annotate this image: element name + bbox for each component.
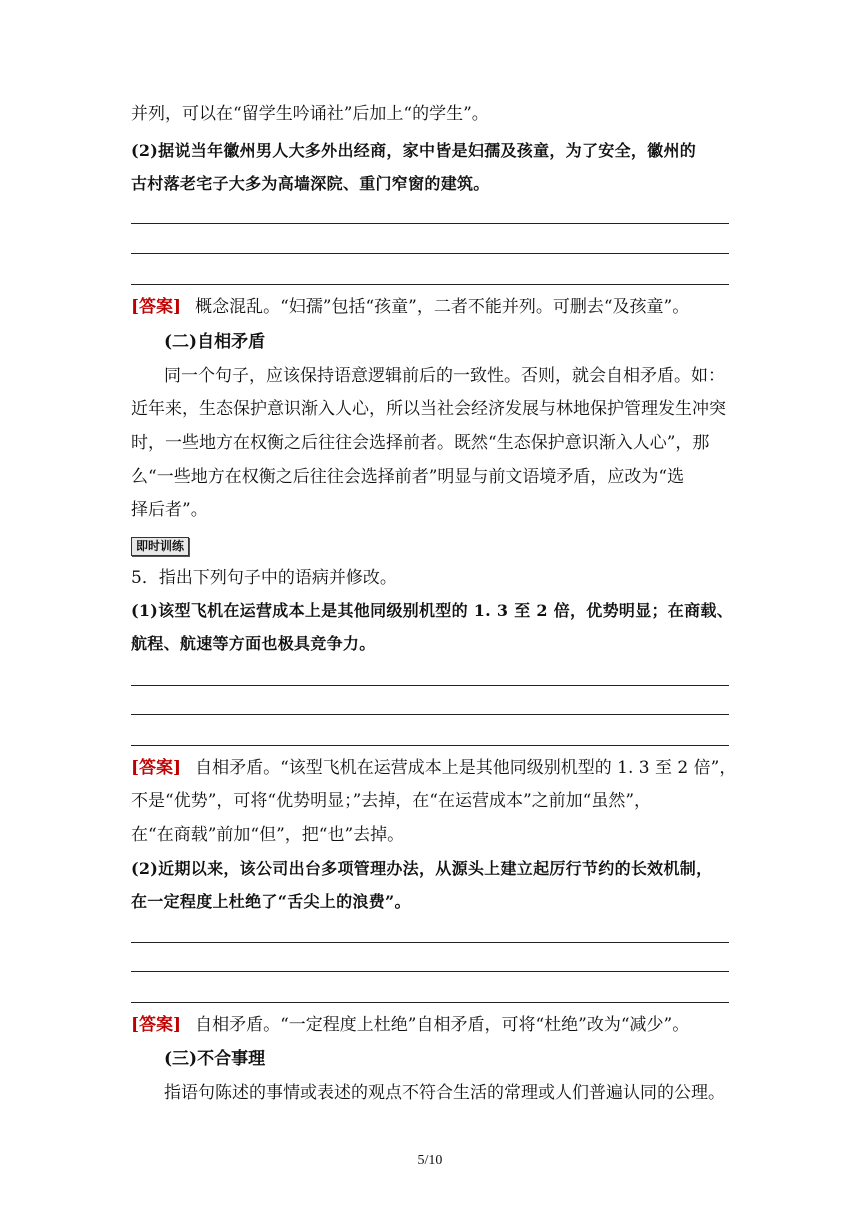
paragraph-line: 么“一些地方在权衡之后往往会选择前者”明显与前文语境矛盾，应改为“选 — [131, 467, 685, 487]
answer-blank-line — [131, 253, 729, 254]
paragraph-line: 指语句陈述的事情或表述的观点不符合生活的常理或人们普遍认同的公理。 — [164, 1083, 725, 1103]
paragraph-line: 同一个句子，应该保持语意逻辑前后的一致性。否则，就会自相矛盾。如： — [164, 366, 725, 386]
paragraph-line: 择后者”。 — [131, 500, 208, 520]
answer-label: [答案] — [131, 1015, 182, 1035]
question-5-2-line-2: 在一定程度上杜绝了“舌尖上的浪费”。 — [131, 892, 411, 911]
paragraph-line: 近年来，生态保护意识渐入人心，所以当社会经济发展与林地保护管理发生冲突 — [131, 399, 726, 419]
answer-blank-line — [131, 223, 729, 224]
paragraph-line: 时，一些地方在权衡之后往往会选择前者。既然“生态保护意识渐入人心”，那 — [131, 433, 710, 453]
answer-1 — [131, 296, 731, 318]
page-number: 5/10 — [417, 1153, 443, 1168]
question-5-title: 5．指出下列句子中的语病并修改。 — [131, 568, 397, 588]
section-heading-2: (二)自相矛盾 — [164, 332, 266, 352]
answer-3 — [131, 1014, 731, 1036]
answer-blank-line — [131, 971, 729, 972]
question-2-line-1: (2)据说当年徽州男人大多外出经商，家中皆是妇孺及孩童，为了安全，徽州的 — [131, 141, 697, 160]
answer-blank-line — [131, 685, 729, 686]
answer-text: 概念混乱。“妇孺”包括“孩童”，二者不能并列。可删去“及孩童”。 — [195, 297, 690, 317]
answer-label: [答案] — [131, 758, 182, 778]
question-5-1-line-2: 航程、航速等方面也极具竞争力。 — [131, 634, 376, 653]
answer-blank-line — [131, 1002, 729, 1003]
question-2-line-2: 古村落老宅子大多为高墙深院、重门窄窗的建筑。 — [131, 174, 490, 193]
answer-text: 自相矛盾。“该型飞机在运营成本上是其他同级别机型的 1. 3 至 2 倍”， — [195, 758, 737, 778]
section-heading-3: (三)不合事理 — [164, 1049, 266, 1069]
answer-label: [答案] — [131, 297, 182, 317]
answer-blank-line — [131, 745, 729, 746]
text-line: 并列，可以在“留学生吟诵社”后加上“的学生”。 — [131, 104, 489, 124]
question-5-2-line-1: (2)近期以来，该公司出台多项管理办法，从源头上建立起厉行节约的长效机制， — [131, 859, 713, 878]
answer-blank-line — [131, 284, 729, 285]
answer-text: 自相矛盾。“一定程度上杜绝”自相矛盾，可将“杜绝”改为“减少”。 — [195, 1015, 690, 1035]
answer-blank-line — [131, 714, 729, 715]
answer-blank-line — [131, 942, 729, 943]
answer-2-line-3: 在“在商载”前加“但”，把“也”去掉。 — [131, 825, 405, 845]
answer-2-line-2: 不是“优势”，可将“优势明显；”去掉，在“在运营成本”之前加“虽然”， — [131, 791, 652, 811]
answer-2-line-1 — [131, 757, 737, 779]
practice-badge: 即时训练 — [131, 537, 189, 556]
question-5-1-line-1: (1)该型飞机在运营成本上是其他同级别机型的 1. 3 至 2 倍，优势明显；在商载、 — [131, 601, 733, 620]
